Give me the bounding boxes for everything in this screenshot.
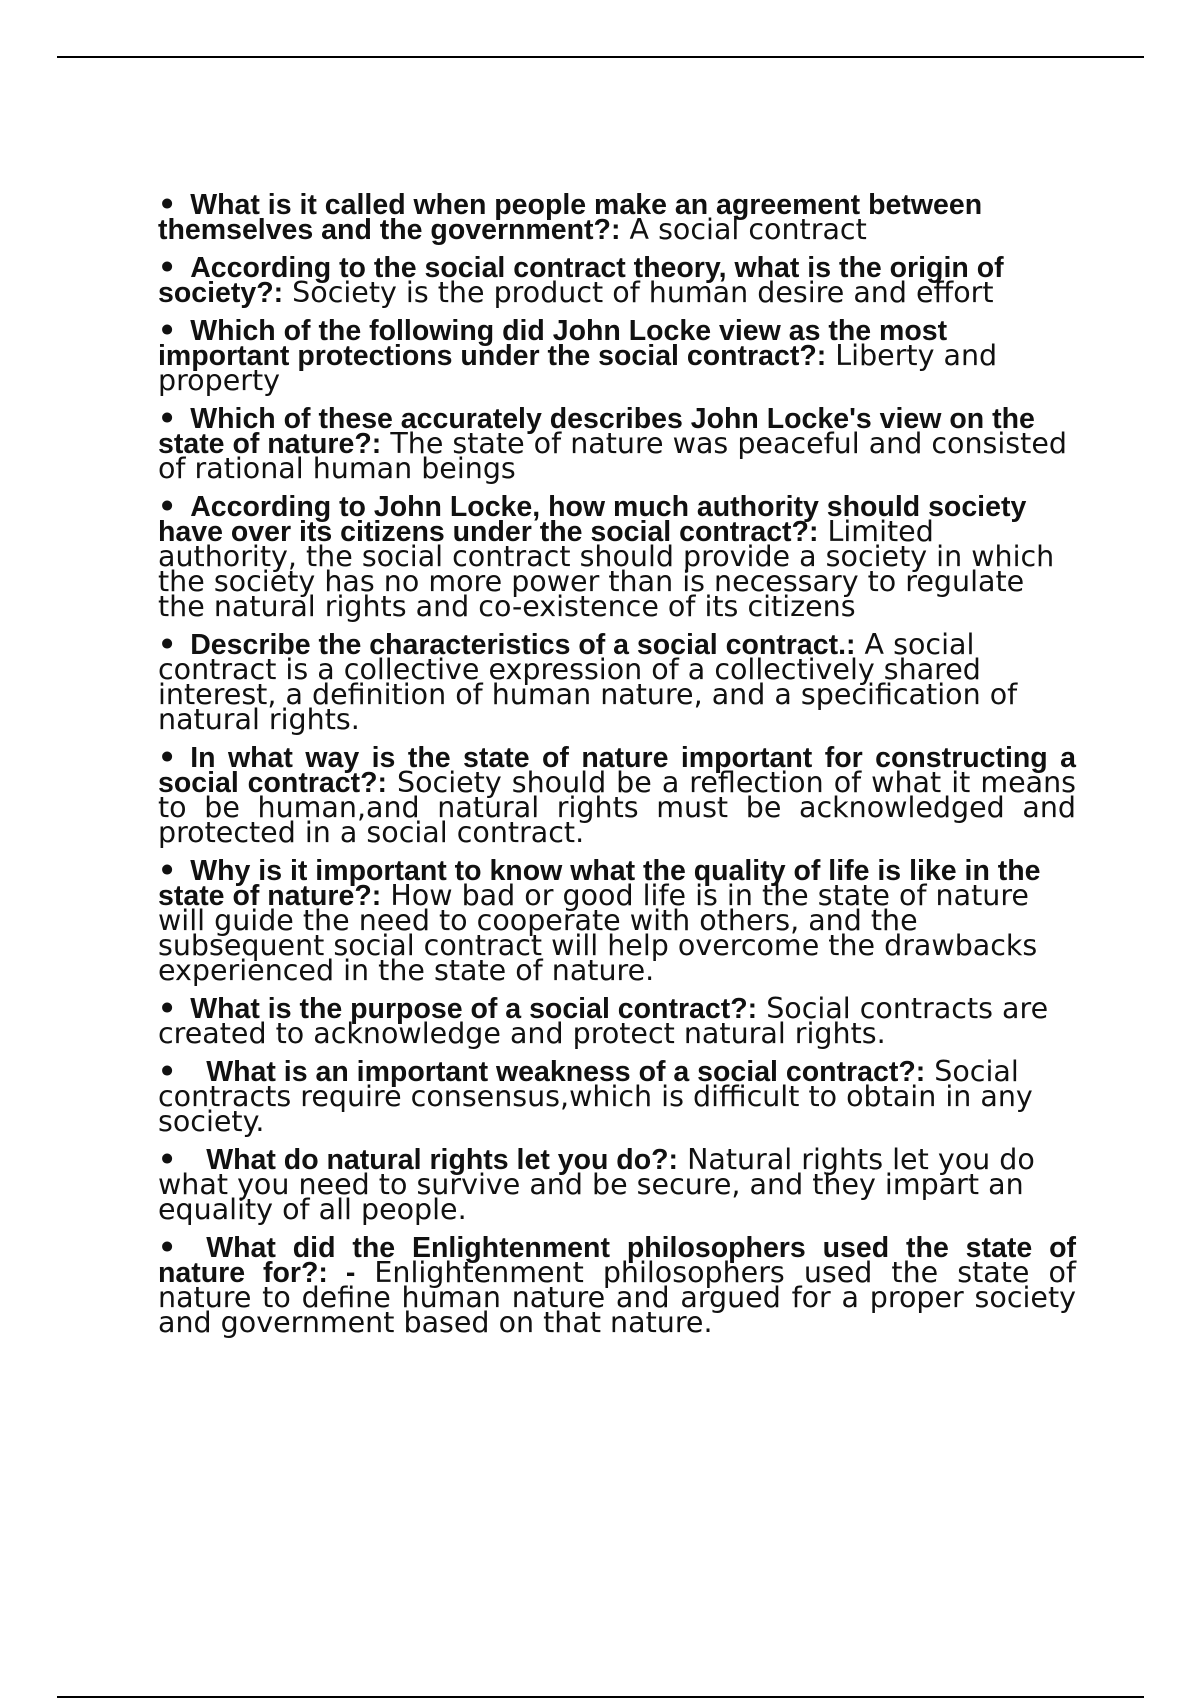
answer-text: Natural rights let you do what you need to survive and be secure, and they impart an equality of all people. bbox=[158, 1143, 1035, 1226]
qa-list bbox=[158, 188, 1076, 1349]
bullet-icon: • bbox=[158, 490, 177, 523]
bullet-icon: • bbox=[158, 251, 177, 284]
qa-item bbox=[158, 1143, 1076, 1226]
bullet-icon: • bbox=[158, 402, 177, 435]
question-text: What is it called when people make an agreement between themselves and the government?: bbox=[158, 189, 983, 246]
qa-item bbox=[158, 854, 1076, 987]
answer-text: Society should be a reflection of what it means to be human,and natural rights must be acknowledged and protected in a social contract. bbox=[158, 766, 1076, 849]
answer-text: Social contracts are created to acknowledge and protect natural rights. bbox=[158, 992, 1049, 1050]
question-text: What is an important weakness of a social contract?: bbox=[206, 1056, 926, 1088]
answer-text: Liberty and property bbox=[158, 339, 998, 397]
question-text: Why is it important to know what the quality of life is like in the state of nature?: bbox=[158, 855, 1041, 912]
question-text: According to the social contract theory, what is the origin of society?: bbox=[158, 252, 1004, 309]
answer-text: Limited authority, the social contract should provide a society in which the society has no more power than is necessary to regulate the natural rights and co-existence of its citizens bbox=[158, 515, 1055, 623]
question-text: In what way is the state of nature important for constructing a social contract?: bbox=[158, 742, 1076, 799]
bullet-icon: • bbox=[158, 741, 177, 774]
question-text: What is the purpose of a social contract?: bbox=[190, 993, 758, 1025]
qa-item bbox=[158, 741, 1076, 849]
answer-text: A social contract is a collective expression of a collectively shared interest, a definition of human nature, and a specification of natural rights. bbox=[158, 628, 1018, 736]
question-text: According to John Locke, how much authority should society have over its citizens under the social contract?: bbox=[158, 491, 1027, 548]
question-text: What do natural rights let you do?: bbox=[206, 1144, 679, 1176]
answer-text: The state of nature was peaceful and consisted of rational human beings bbox=[158, 427, 1067, 485]
bullet-icon: • bbox=[158, 628, 177, 661]
answer-text: How bad or good life is in the state of nature will guide the need to cooperate with others, and the subsequent social contract will help overcome the drawbacks experienced in the state of nature. bbox=[158, 879, 1038, 987]
qa-item bbox=[158, 314, 1076, 397]
answer-text: Enlightenment philosophers used the state of nature to define human nature and argued for a proper society and government based on that nature. bbox=[158, 1256, 1076, 1339]
bullet-icon: • bbox=[158, 1231, 177, 1264]
answer-text: A social contract bbox=[620, 213, 867, 246]
bullet-icon: • bbox=[158, 188, 177, 221]
bullet-icon: • bbox=[158, 854, 177, 887]
answer-text: Social contracts require consensus,which is difficult to obtain in any society. bbox=[158, 1055, 1033, 1138]
qa-item bbox=[158, 1055, 1076, 1138]
qa-item bbox=[158, 402, 1076, 485]
question-text: Which of the following did John Locke view as the most important protections under the social contract?: bbox=[158, 315, 948, 372]
qa-item bbox=[158, 251, 1076, 309]
qa-item bbox=[158, 188, 1076, 246]
top-divider bbox=[57, 56, 1144, 58]
bullet-icon: • bbox=[158, 1143, 177, 1176]
question-text: Describe the characteristics of a social contract.: bbox=[190, 629, 856, 661]
question-text: Which of these accurately describes John Locke's view on the state of nature?: bbox=[158, 403, 1035, 460]
qa-item bbox=[158, 1231, 1076, 1339]
answer-text: Society is the product of human desire and effort bbox=[283, 276, 994, 309]
qa-item bbox=[158, 490, 1076, 623]
bullet-icon: • bbox=[158, 992, 177, 1025]
bottom-divider bbox=[57, 1696, 1144, 1698]
qa-item bbox=[158, 992, 1076, 1050]
bullet-icon: • bbox=[158, 314, 177, 347]
bullet-icon: • bbox=[158, 1055, 177, 1088]
qa-item bbox=[158, 628, 1076, 736]
question-text: What did the Enlightenment philosophers used the state of nature for?: - bbox=[158, 1232, 1076, 1289]
